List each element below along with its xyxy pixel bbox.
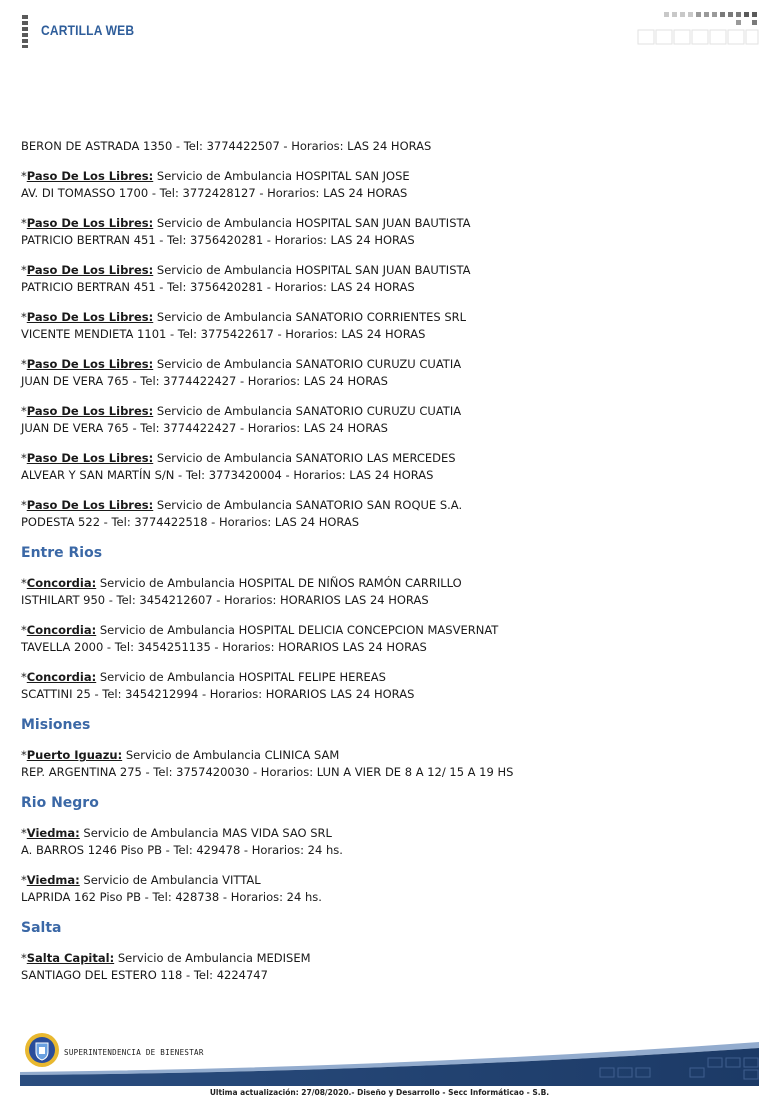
- entry-details: ISTHILART 950 - Tel: 3454212607 - Horarios: HORARIOS LAS 24 HORAS: [21, 593, 429, 607]
- entry-location: Viedma:: [26, 873, 80, 887]
- province-heading: Entre Rios: [21, 545, 103, 561]
- footer-update-note: Ultima actualización: 27/08/2020.- Diseño y Desarrollo - Secc Informáticao - S.B.: [209, 1088, 550, 1097]
- entry-title-line: [21, 403, 741, 420]
- entry-title-line: [21, 872, 741, 889]
- entry-title-line: [21, 215, 741, 232]
- entry-title-line: [21, 450, 741, 467]
- entry-bullet: *: [21, 873, 27, 887]
- entry-bullet: *: [21, 623, 27, 637]
- footer-band: [0, 1028, 759, 1088]
- entry-title-line: [21, 622, 741, 639]
- province-heading: Misiones: [21, 717, 91, 733]
- entry-location: Paso De Los Libres:: [26, 357, 154, 371]
- entry-title-line: [21, 309, 741, 326]
- entry-bullet: *: [21, 451, 27, 465]
- entry-details: ALVEAR Y SAN MARTÍN S/N - Tel: 3773420004 - Horarios: LAS 24 HORAS: [21, 468, 434, 482]
- entry-location: Paso De Los Libres:: [26, 263, 154, 277]
- ambulance-entry: [21, 497, 741, 531]
- entry-details: REP. ARGENTINA 275 - Tel: 3757420030 - Horarios: LUN A VIER DE 8 A 12/ 15 A 19 HS: [21, 765, 514, 779]
- entry-bullet: *: [21, 748, 27, 762]
- entry-details: TAVELLA 2000 - Tel: 3454251135 - Horarios: HORARIOS LAS 24 HORAS: [21, 640, 427, 654]
- province-heading: Salta: [21, 920, 62, 936]
- ambulance-entry: [21, 950, 741, 984]
- entry-details: VICENTE MENDIETA 1101 - Tel: 3775422617 - Horarios: LAS 24 HORAS: [21, 327, 426, 341]
- entry-service: Servicio de Ambulancia SANATORIO CURUZU CUATIA: [153, 357, 462, 371]
- entry-bullet: *: [21, 670, 27, 684]
- entry-details: BERON DE ASTRADA 1350 - Tel: 3774422507 - Horarios: LAS 24 HORAS: [21, 139, 432, 153]
- entry-bullet: *: [21, 951, 27, 965]
- entry-service: Servicio de Ambulancia MAS VIDA SAO SRL: [79, 826, 332, 840]
- entry-service: Servicio de Ambulancia HOSPITAL DE NIÑOS RAMÓN CARRILLO: [96, 576, 462, 590]
- entry-title-line: [21, 747, 741, 764]
- entry-service: Servicio de Ambulancia VITTAL: [79, 873, 261, 887]
- entry-service: Servicio de Ambulancia SANATORIO CURUZU CUATIA: [153, 404, 462, 418]
- entry-service: Servicio de Ambulancia SANATORIO SAN ROQUE S.A.: [153, 498, 463, 512]
- entry-location: Paso De Los Libres:: [26, 216, 154, 230]
- entry-service: Servicio de Ambulancia HOSPITAL SAN JUAN BAUTISTA: [153, 216, 471, 230]
- ambulance-entry: [21, 825, 741, 859]
- entry-service: Servicio de Ambulancia MEDISEM: [114, 951, 311, 965]
- header-stripe-icon: [22, 15, 28, 48]
- entry-location: Viedma:: [26, 826, 80, 840]
- entry-title-line: [21, 497, 741, 514]
- entry-service: Servicio de Ambulancia CLINICA SAM: [122, 748, 340, 762]
- page-footer: [0, 1028, 759, 1101]
- ambulance-entry: [21, 872, 741, 906]
- footer-organization: SUPERINTENDENCIA DE BIENESTAR: [64, 1048, 204, 1057]
- entry-title-line: [21, 356, 741, 373]
- entry-details: SANTIAGO DEL ESTERO 118 - Tel: 4224747: [21, 968, 268, 982]
- entry-title-line: [21, 262, 741, 279]
- intro-entry: [21, 138, 741, 155]
- entry-bullet: *: [21, 576, 27, 590]
- entry-details: JUAN DE VERA 765 - Tel: 3774422427 - Horarios: LAS 24 HORAS: [21, 374, 388, 388]
- province-heading: Rio Negro: [21, 795, 99, 811]
- entry-details: A. BARROS 1246 Piso PB - Tel: 429478 - Horarios: 24 hs.: [21, 843, 343, 857]
- entry-bullet: *: [21, 263, 27, 277]
- ambulance-entry: [21, 575, 741, 609]
- entry-location: Salta Capital:: [26, 951, 115, 965]
- entry-location: Paso De Los Libres:: [26, 310, 154, 324]
- entry-service: Servicio de Ambulancia HOSPITAL SAN JUAN BAUTISTA: [153, 263, 471, 277]
- entry-location: Paso De Los Libres:: [26, 404, 154, 418]
- entry-bullet: *: [21, 310, 27, 324]
- entry-location: Concordia:: [26, 576, 97, 590]
- entry-location: Puerto Iguazu:: [26, 748, 123, 762]
- shield-logo-icon: [24, 1032, 60, 1068]
- ambulance-entry: [21, 356, 741, 390]
- entry-bullet: *: [21, 826, 27, 840]
- ambulance-entry: [21, 747, 741, 781]
- entry-bullet: *: [21, 216, 27, 230]
- entry-service: Servicio de Ambulancia HOSPITAL FELIPE HEREAS: [96, 670, 386, 684]
- entry-details: PATRICIO BERTRAN 451 - Tel: 3756420281 - Horarios: LAS 24 HORAS: [21, 280, 415, 294]
- entry-location: Paso De Los Libres:: [26, 451, 154, 465]
- entry-bullet: *: [21, 404, 27, 418]
- ambulance-entry: [21, 403, 741, 437]
- entry-service: Servicio de Ambulancia HOSPITAL SAN JOSE: [153, 169, 410, 183]
- entry-service: Servicio de Ambulancia HOSPITAL DELICIA CONCEPCION MASVERNAT: [96, 623, 499, 637]
- directory-content: [21, 138, 741, 997]
- ambulance-entry: [21, 262, 741, 296]
- ambulance-entry: [21, 309, 741, 343]
- entry-location: Paso De Los Libres:: [26, 498, 154, 512]
- entry-title-line: [21, 669, 741, 686]
- entry-title-line: [21, 825, 741, 842]
- header-title: CARTILLA WEB: [41, 22, 135, 38]
- entry-details: AV. DI TOMASSO 1700 - Tel: 3772428127 - Horarios: LAS 24 HORAS: [21, 186, 408, 200]
- ambulance-entry: [21, 168, 741, 202]
- ambulance-entry: [21, 215, 741, 249]
- entry-location: Concordia:: [26, 623, 97, 637]
- entry-bullet: *: [21, 498, 27, 512]
- entry-details: PODESTA 522 - Tel: 3774422518 - Horarios: LAS 24 HORAS: [21, 515, 360, 529]
- entry-details: LAPRIDA 162 Piso PB - Tel: 428738 - Horarios: 24 hs.: [21, 890, 322, 904]
- entry-details: PATRICIO BERTRAN 451 - Tel: 3756420281 - Horarios: LAS 24 HORAS: [21, 233, 415, 247]
- entry-location: Paso De Los Libres:: [26, 169, 154, 183]
- entry-details: JUAN DE VERA 765 - Tel: 3774422427 - Horarios: LAS 24 HORAS: [21, 421, 388, 435]
- header-pixel-pattern: [634, 10, 759, 50]
- page-header: [0, 0, 759, 60]
- entry-service: Servicio de Ambulancia SANATORIO CORRIENTES SRL: [153, 310, 467, 324]
- ambulance-entry: [21, 622, 741, 656]
- entry-location: Concordia:: [26, 670, 97, 684]
- ambulance-entry: [21, 669, 741, 703]
- entry-service: Servicio de Ambulancia SANATORIO LAS MERCEDES: [153, 451, 456, 465]
- entry-title-line: [21, 168, 741, 185]
- entry-details: SCATTINI 25 - Tel: 3454212994 - Horarios: HORARIOS LAS 24 HORAS: [21, 687, 415, 701]
- entry-bullet: *: [21, 357, 27, 371]
- ambulance-entry: [21, 450, 741, 484]
- entry-title-line: [21, 950, 741, 967]
- entry-bullet: *: [21, 169, 27, 183]
- entry-title-line: [21, 575, 741, 592]
